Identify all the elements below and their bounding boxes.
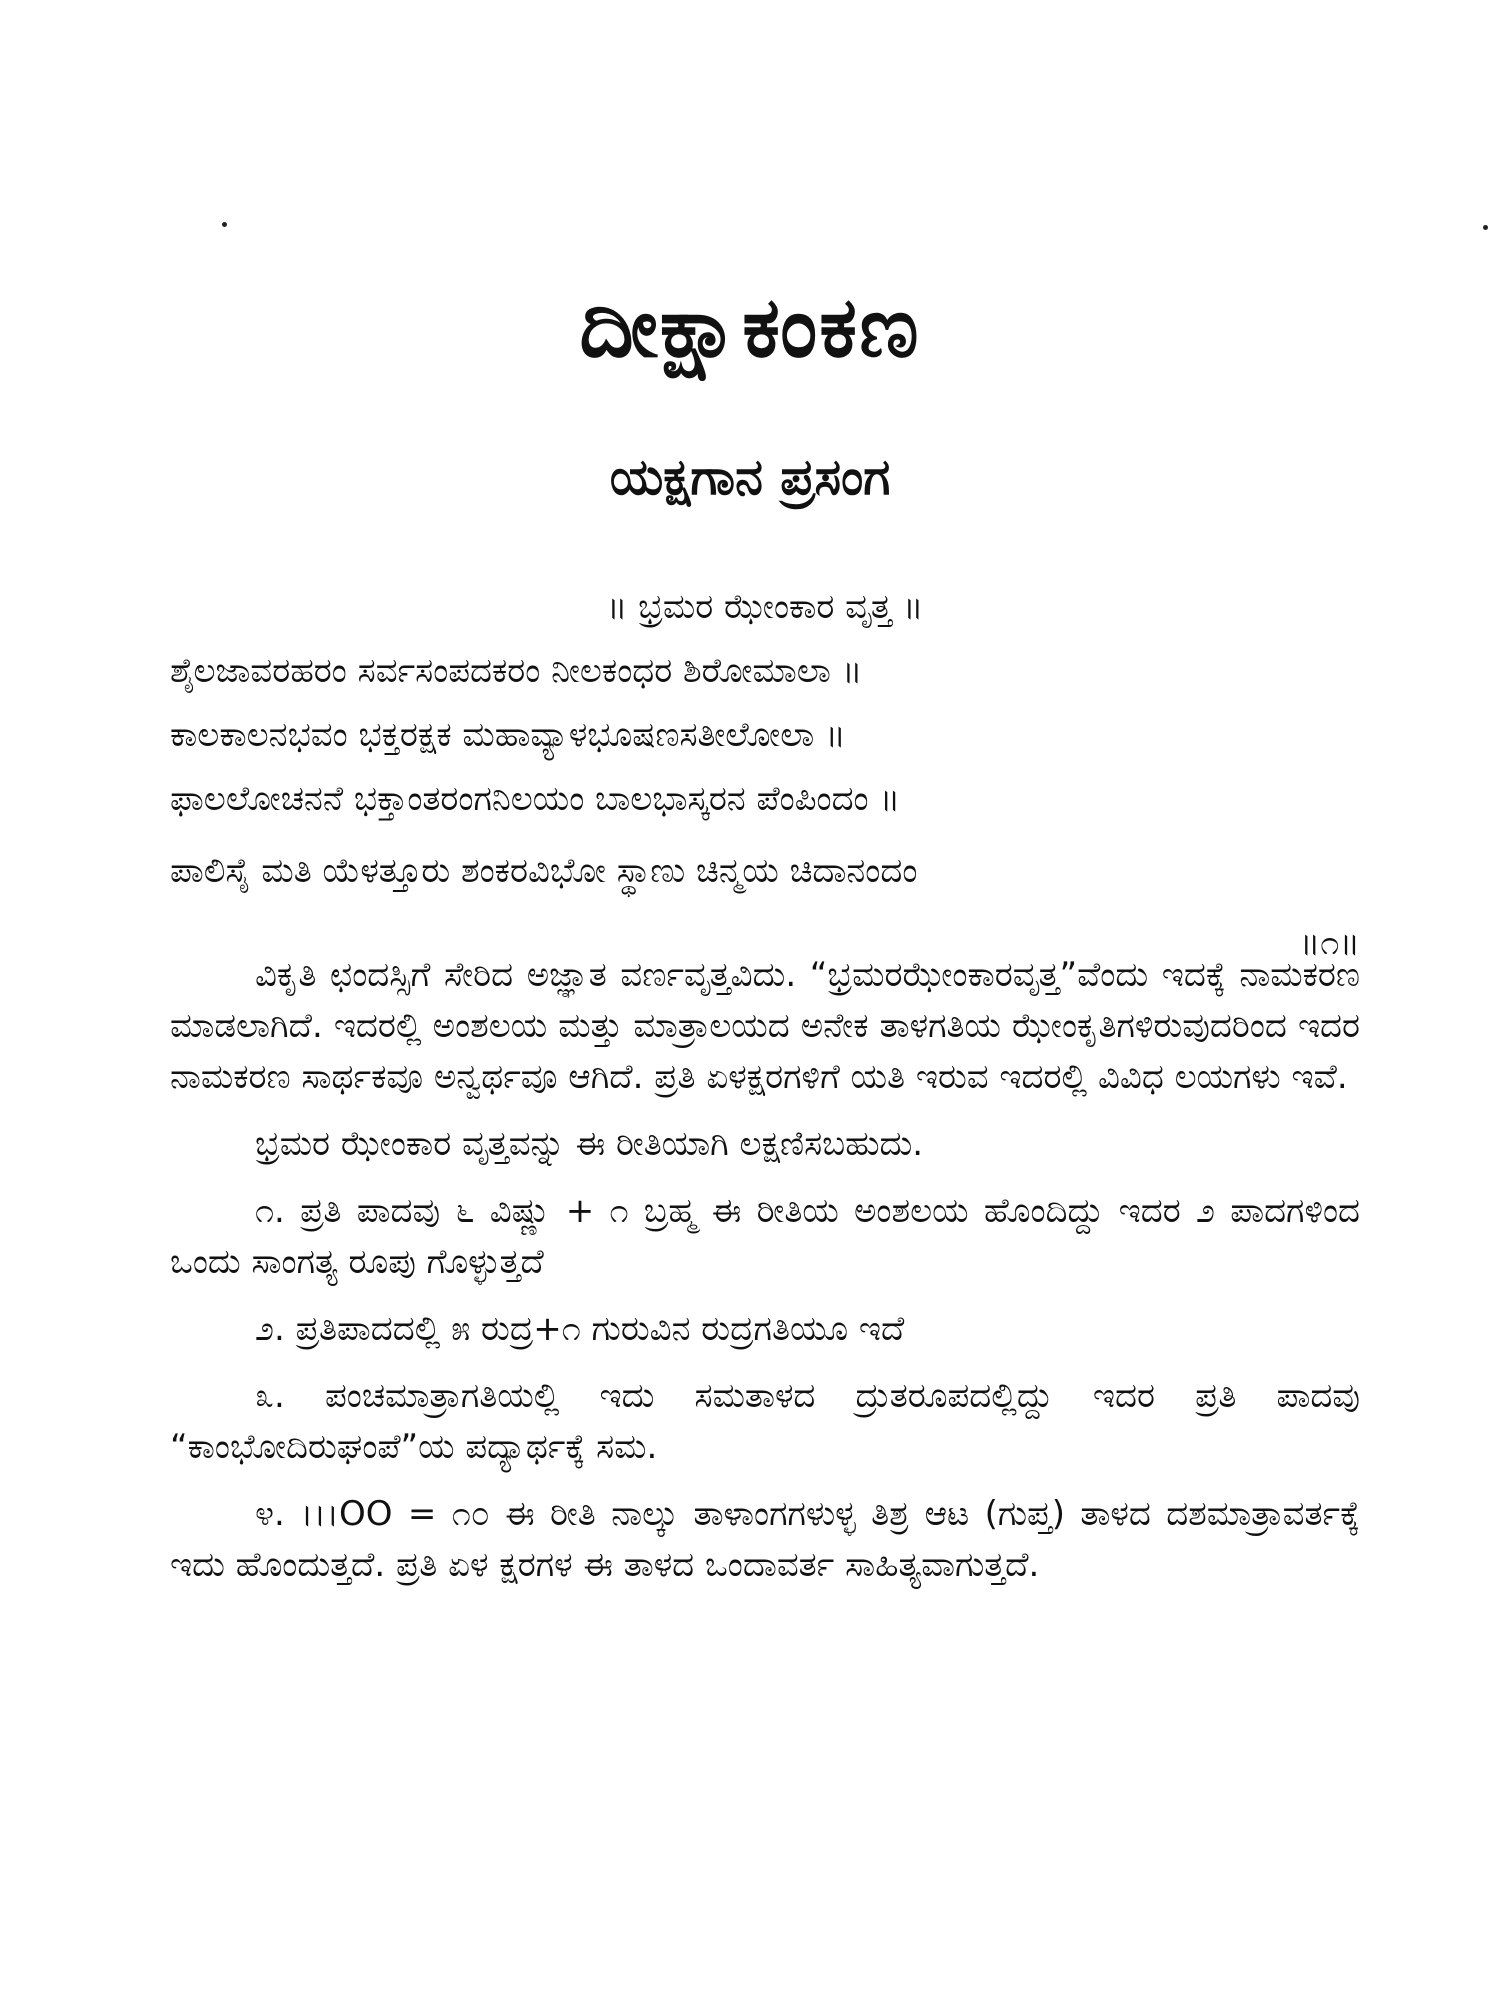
verse-number: ॥೧॥	[1299, 923, 1360, 963]
paragraph: ೧. ಪ್ರತಿ ಪಾದವು ೬ ವಿಷ್ಣು + ೧ ಬ್ರಹ್ಮ ಈ ರೀತಿಯ ಅಂಶಲಯ ಹೊಂದಿದ್ದು ಇದರ ೨ ಪಾದಗಳಿಂದ ಒಂದು ಸಾಂಗತ್ಯ ರೂಪು ಗೊಳ್ಳುತ್ತದೆ	[170, 1191, 1360, 1282]
paragraph: ೩. ಪಂಚಮಾತ್ರಾಗತಿಯಲ್ಲಿ ಇದು ಸಮತಾಳದ ದ್ರುತರೂಪದಲ್ಲಿದ್ದು ಇದರ ಪ್ರತಿ ಪಾದವು “ಕಾಂಭೋದಿರುಘಂಪೆ”ಯ ಪದ್ಯಾರ್ಥಕ್ಕೆ ಸಮ.	[170, 1376, 1360, 1467]
verse-line: ಪಾಲಿಸೈ ಮತಿ ಯೆಳತ್ತೂರು ಶಂಕರವಿಭೋ ಸ್ಥಾಣು ಚಿನ್ಮಯ ಚಿದಾನಂದಂ	[170, 851, 918, 891]
verse-line: ಶೈಲಜಾವರಹರಂ ಸರ್ವಸಂಪದಕರಂ ನೀಲಕಂಧರ ಶಿರೋಮಾಲಾ ॥	[170, 651, 863, 691]
verse-block	[170, 575, 1360, 975]
verse-line: ಫಾಲಲೋಚನನೆ ಭಕ್ತಾಂತರಂಗನಿಲಯಂ ಬಾಲಭಾಸ್ಕರನ ಪೆಂಪಿಂದಂ ॥	[170, 779, 901, 819]
paragraph: ೪. ।।।OO = ೧೦ ಈ ರೀತಿ ನಾಲ್ಕು ತಾಳಾಂಗಗಳುಳ್ಳ ತಿಶ್ರ ಆಟ (ಗುಪ್ತ) ತಾಳದ ದಶಮಾತ್ರಾವರ್ತಕ್ಕೆ ಇದು ಹೊಂದುತ್ತದೆ. ಪ್ರತಿ ಏಳ ಕ್ಷರಗಳ ಈ ತಾಳದ ಒಂದಾವರ್ತ ಸಾಹಿತ್ಯವಾಗುತ್ತದೆ.	[170, 1494, 1360, 1585]
prose-body	[170, 950, 1360, 1591]
paragraph: ೨. ಪ್ರತಿಪಾದದಲ್ಲಿ ೫ ರುದ್ರ+೧ ಗುರುವಿನ ರುದ್ರಗತಿಯೂ ಇದೆ	[255, 1309, 905, 1349]
print-speck	[1483, 225, 1488, 230]
page-subtitle: ಯಕ್ಷಗಾನ ಪ್ರಸಂಗ	[609, 448, 891, 506]
paragraph: ವಿಕೃತಿ ಛಂದಸ್ಸಿಗೆ ಸೇರಿದ ಅಜ್ಞಾತ ವರ್ಣವೃತ್ತವಿದು. “ಭ್ರಮರಝೇಂಕಾರವೃತ್ತ”ವೆಂದು ಇದಕ್ಕೆ ನಾಮಕರಣ ಮಾಡಲಾಗಿದೆ. ಇದರಲ್ಲಿ ಅಂಶಲಯ ಮತ್ತು ಮಾತ್ರಾಲಯದ ಅನೇಕ ತಾಳಗತಿಯ ಝೇಂಕೃತಿಗಳಿರುವುದರಿಂದ ಇದರ ನಾಮಕರಣ ಸಾರ್ಥಕವೂ ಅನ್ವರ್ಥವೂ ಆಗಿದೆ. ಪ್ರತಿ ಏಳಕ್ಷರಗಳಿಗೆ ಯತಿ ಇರುವ ಇದರಲ್ಲಿ ವಿವಿಧ ಲಯಗಳು ಇವೆ.	[170, 955, 1360, 1097]
print-speck	[222, 222, 227, 227]
verse-heading: ॥ ಭ್ರಮರ ಝೇಂಕಾರ ವೃತ್ತ ॥	[606, 587, 924, 627]
page-title: ದೀಕ್ಷಾಕಂಕಣ	[579, 278, 921, 376]
paragraph: ಭ್ರಮರ ಝೇಂಕಾರ ವೃತ್ತವನ್ನು ಈ ರೀತಿಯಾಗಿ ಲಕ್ಷಣಿಸಬಹುದು.	[255, 1124, 924, 1164]
verse-line: ಕಾಲಕಾಲನಭವಂ ಭಕ್ತರಕ್ಷಕ ಮಹಾವ್ಯಾಳಭೂಷಣಸತೀಲೋಲಾ ॥	[170, 715, 846, 755]
